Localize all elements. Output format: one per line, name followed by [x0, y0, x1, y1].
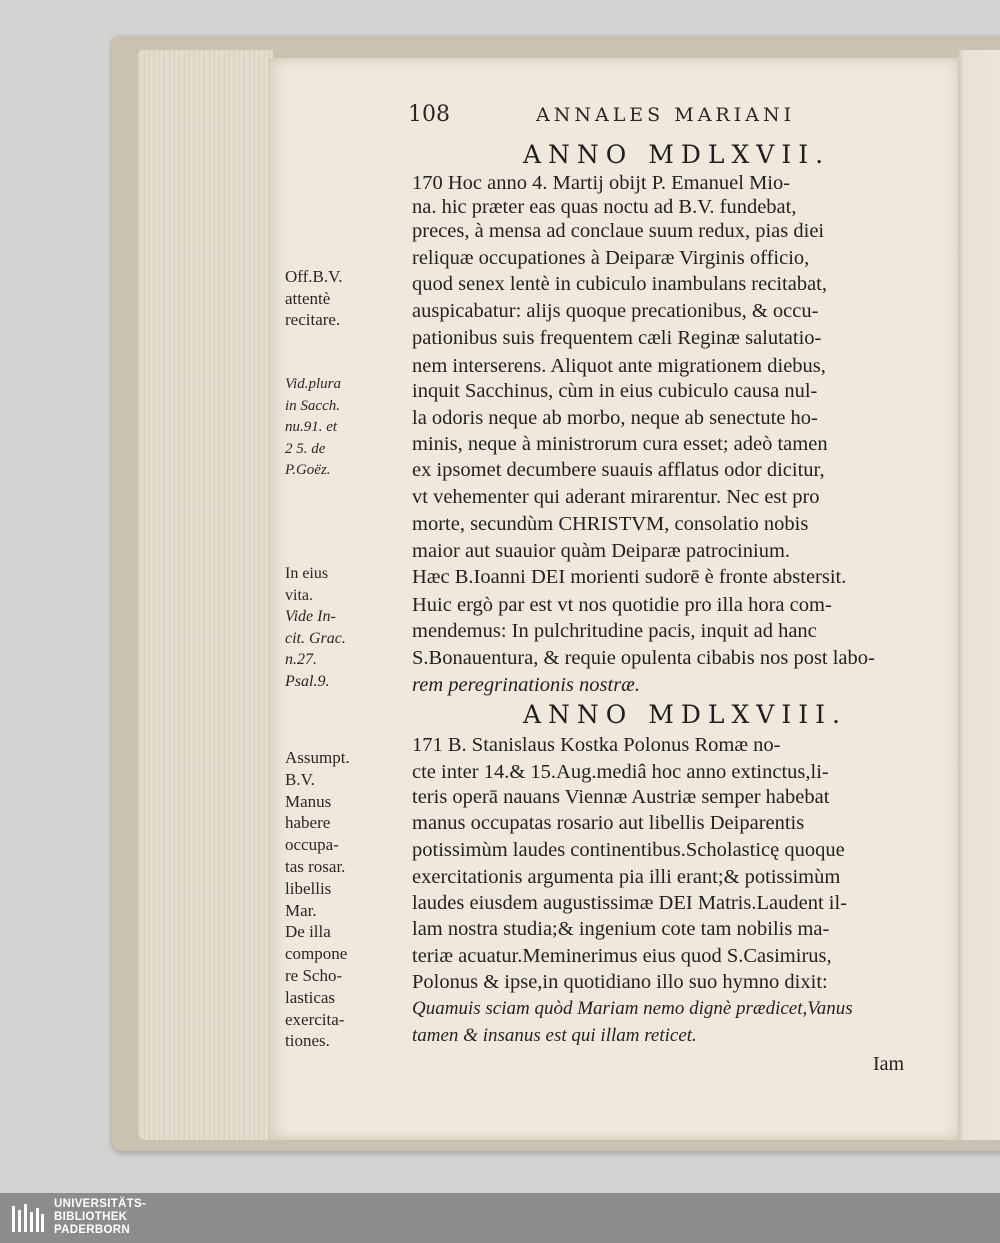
- text-line: exercitationis argumenta pia illi erant;& potissimùm: [412, 866, 841, 888]
- margin-note-line: libellis: [285, 878, 332, 898]
- text-line: morte, secundùm CHRISTVM, consolatio nobis: [412, 513, 809, 535]
- text-line: la odoris neque ab morbo, neque ab senectute ho-: [412, 407, 818, 429]
- logo-line: PADERBORN: [54, 1224, 130, 1236]
- text-line: Huic ergò par est vt nos quotidie pro illa hora com-: [412, 594, 832, 616]
- text-line: reliquæ occupationes à Deiparæ Virginis officio,: [412, 247, 810, 269]
- text-line: 171 B. Stanislaus Kostka Polonus Romæ no-: [412, 734, 781, 756]
- text-line: vt vehementer qui aderant mirarentur. Nec est pro: [412, 486, 820, 508]
- margin-note-line: nu.91. et: [285, 419, 338, 435]
- year-heading: ANNO MDLXVII.: [523, 140, 831, 169]
- margin-note-line: Psal.9.: [285, 672, 330, 690]
- margin-note-line: De illa: [285, 922, 331, 942]
- margin-note-line: Vid.plura: [285, 376, 341, 392]
- margin-note-line: Vide In-: [285, 608, 336, 625]
- text-line: potissimùm laudes continentibus.Scholasticę quoque: [412, 839, 845, 861]
- margin-note: [285, 747, 405, 1052]
- text-line: quod senex lentè in cubiculo inambulans recitabat,: [412, 273, 827, 295]
- margin-note: [285, 266, 405, 331]
- margin-note-line: Mar.: [285, 900, 317, 920]
- margin-note-line: 2 5. de: [285, 440, 326, 457]
- margin-note-line: exercita-: [285, 1009, 345, 1029]
- margin-note-line: n.27.: [285, 651, 317, 668]
- margin-note-line: tiones.: [285, 1031, 330, 1051]
- margin-note-line: Off.B.V.: [285, 267, 343, 286]
- text-line: Hæc B.Ioanni DEI morienti sudorē è fronte abstersit.: [412, 566, 847, 588]
- margin-note-line: compone: [285, 944, 348, 964]
- page-header: [408, 100, 968, 130]
- margin-note: [285, 563, 405, 692]
- running-head: ANNALES MARIANI: [536, 104, 796, 126]
- text-line: na. hic præter eas quas noctu ad B.V. fundebat,: [412, 196, 797, 218]
- text-line: lam nostra studia;& ingenium cote tam nobilis ma-: [412, 918, 830, 940]
- logo-line: BIBLIOTHEK: [54, 1211, 128, 1223]
- text-line: preces, à mensa ad conclaue suum redux, pias diei: [412, 220, 825, 242]
- text-line: 170 Hoc anno 4. Martij obijt P. Emanuel Mio-: [412, 172, 791, 194]
- footer-bar: [0, 1193, 1000, 1243]
- text-line: ex ipsomet decumbere suauis afflatus odor dicitur,: [412, 459, 825, 481]
- text-line: Quamuis sciam quòd Mariam nemo dignè prædicet,Vanus: [412, 998, 853, 1019]
- text-line: inquit Sacchinus, cùm in eius cubiculo causa nul-: [412, 380, 818, 402]
- margin-note-line: B.V.: [285, 769, 315, 789]
- text-line: teris operā nauans Viennæ Austriæ semper habebat: [412, 786, 830, 808]
- text-line: rem peregrinationis nostræ.: [412, 674, 640, 696]
- catchword: Iam: [873, 1053, 905, 1075]
- text-line: laudes eiusdem augustissimæ DEI Matris.Laudent il-: [412, 892, 847, 914]
- margin-note-line: habere: [285, 813, 331, 833]
- text-line: cte inter 14.& 15.Aug.mediâ hoc anno extinctus,li-: [412, 761, 829, 783]
- page-edges: [138, 50, 273, 1140]
- margin-note-line: in Sacch.: [285, 397, 340, 414]
- margin-note-line: attentè: [285, 288, 331, 308]
- text-line: mendemus: In pulchritudine pacis, inquit ad hanc: [412, 620, 817, 642]
- text-line: S.Bonauentura, & requie opulenta cibabis nos post labo-: [412, 647, 875, 669]
- margin-note-line: occupa-: [285, 835, 339, 855]
- margin-note-line: lasticas: [285, 987, 336, 1007]
- margin-note-line: P.Goëz.: [285, 462, 331, 478]
- logo-line: UNIVERSITÄTS-: [54, 1198, 147, 1210]
- text-line: maior aut suauior quàm Deiparæ patrocinium.: [412, 540, 791, 562]
- margin-note-line: cit. Grac.: [285, 629, 346, 647]
- page-number: 108: [408, 102, 450, 127]
- text-line: teriæ acuatur.Meminerimus eius quod S.Casimirus,: [412, 945, 832, 967]
- library-logo-text: [54, 1198, 146, 1237]
- year-heading: ANNO MDLXVIII.: [523, 700, 847, 729]
- text-line: pationibus suis frequentem cæli Reginæ salutatio-: [412, 327, 822, 349]
- margin-note-line: Assumpt.: [285, 748, 350, 767]
- library-logo-icon: [10, 1200, 46, 1236]
- text-line: auspicabatur: alijs quoque precationibus, & occu-: [412, 300, 819, 322]
- margin-note: [285, 374, 405, 482]
- margin-note-line: Manus: [285, 791, 332, 811]
- text-line: tamen & insanus est qui illam reticet.: [412, 1025, 697, 1046]
- margin-note-line: re Scho-: [285, 965, 343, 985]
- margin-note-line: In eius: [285, 565, 329, 582]
- margin-note-line: tas rosar.: [285, 856, 346, 876]
- text-line: minis, neque à ministrorum cura esset; adeò tamen: [412, 433, 828, 455]
- margin-note-line: vita.: [285, 586, 313, 604]
- next-page-edge: [958, 50, 1000, 1140]
- margin-note-line: recitare.: [285, 310, 341, 329]
- text-line: manus occupatas rosario aut libellis Deiparentis: [412, 812, 805, 834]
- text-line: Polonus & ipse,in quotidiano illo suo hymno dixit:: [412, 971, 828, 993]
- text-line: nem interserens. Aliquot ante migrationem diebus,: [412, 355, 826, 377]
